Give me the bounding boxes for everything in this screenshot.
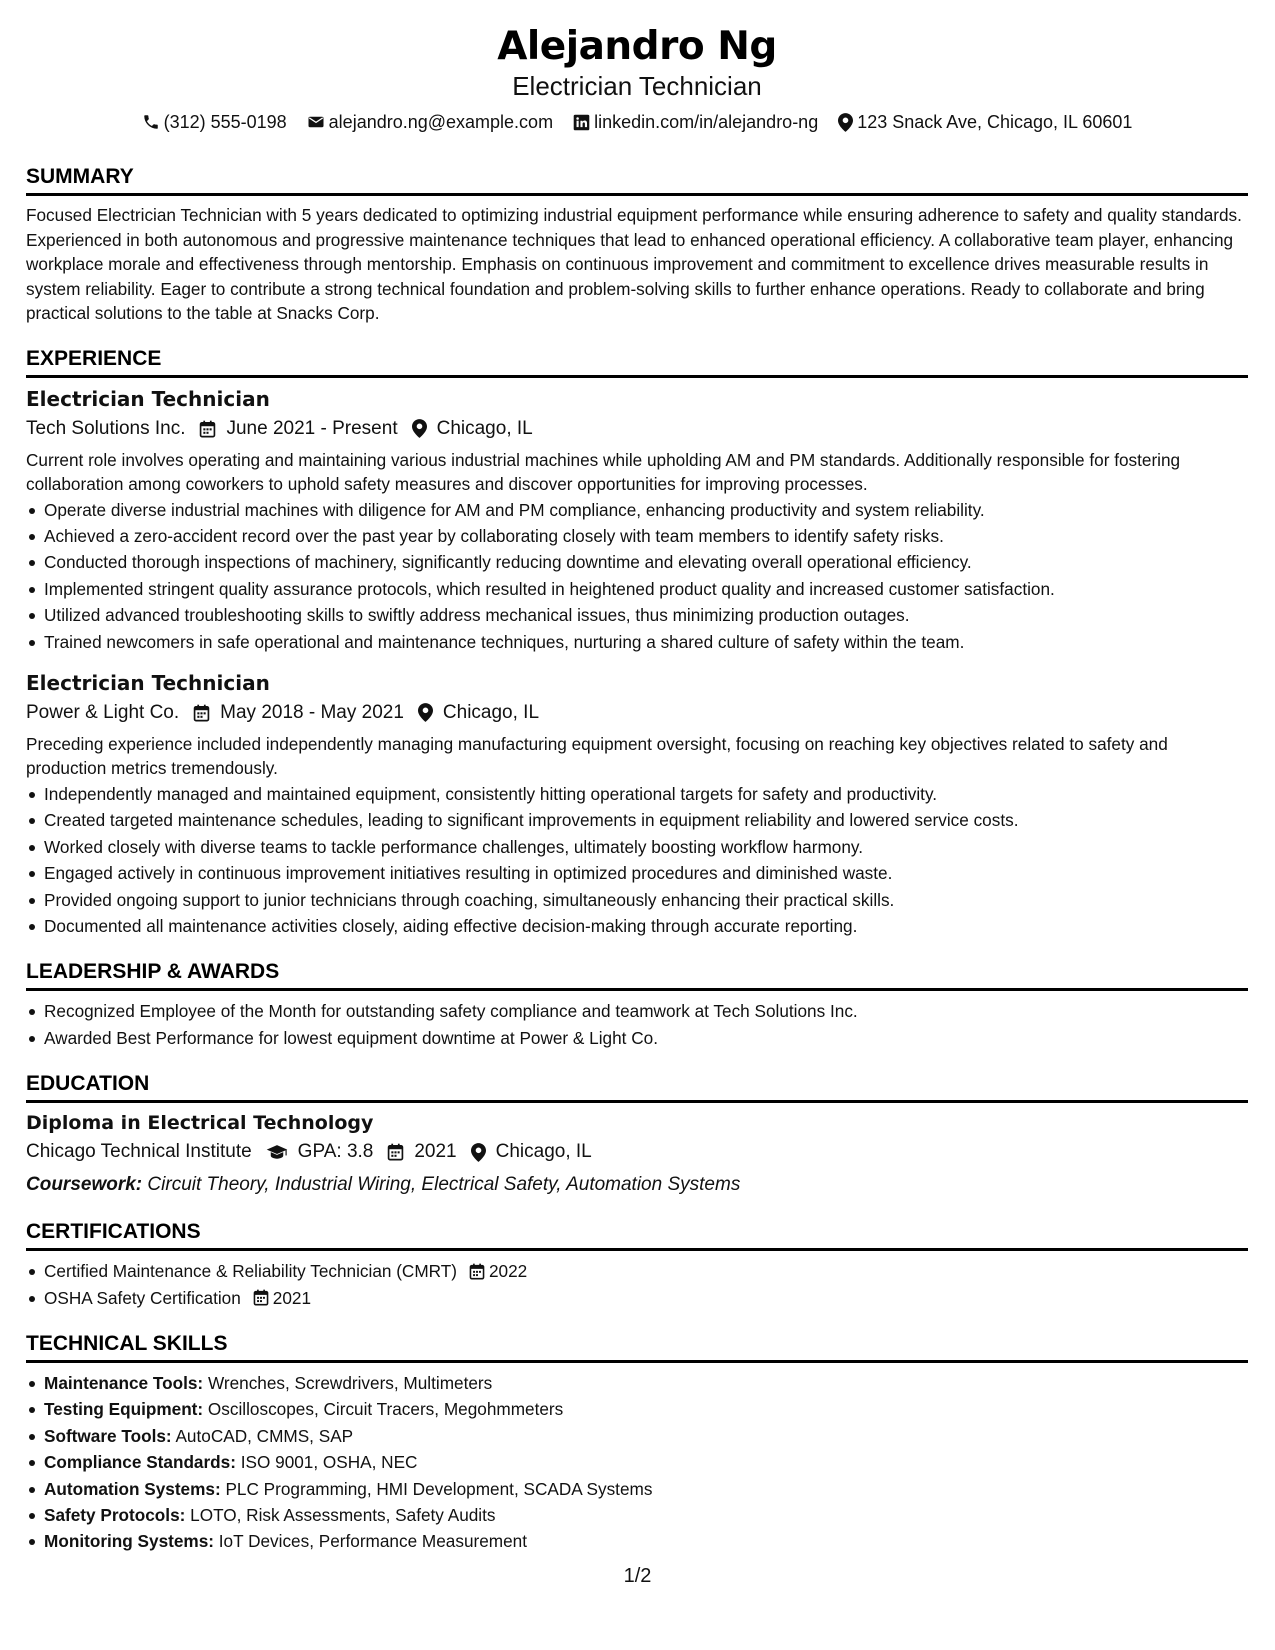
linkedin-icon [573,114,590,131]
calendar-icon [193,704,210,722]
job-location: Chicago, IL [442,701,540,723]
skill-value: AutoCAD, CMMS, SAP [175,1425,354,1446]
list-item: Utilized advanced troubleshooting skills to swiftly address mechanical issues, thus minimizing production outages. [26,602,1248,628]
list-item: Engaged actively in continuous improvement initiatives resulting in optimized procedures and diminished waste. [26,860,1248,886]
list-item: Documented all maintenance activities closely, aiding effective decision-making through accurate reporting. [26,913,1248,939]
job-bullets [26,497,1248,655]
contact-phone [142,110,287,134]
certification-name: Certified Maintenance & Reliability Technician (CMRT) [44,1261,457,1282]
certification-year: 2022 [489,1261,528,1282]
summary-section [26,164,1248,326]
skills-section [26,1331,1248,1555]
skill-label: Software Tools: [44,1425,172,1446]
section-divider [26,988,1248,991]
certifications-section [26,1219,1248,1311]
job-entry [26,385,1248,655]
calendar-icon [199,420,216,438]
job-location: Chicago, IL [436,417,533,439]
leadership-section [26,959,1248,1051]
linkedin-text: linkedin.com/in/alejandro-ng [594,112,819,132]
list-item [26,1502,1248,1528]
coursework-line [26,1171,1248,1199]
list-item: Trained newcomers in safe operational and maintenance techniques, nurturing a shared culture of safety within the team. [26,629,1248,655]
education-section [26,1071,1248,1199]
skill-value: Wrenches, Screwdrivers, Multimeters [207,1373,493,1393]
skill-label: Compliance Standards: [44,1452,236,1473]
contact-email[interactable] [307,110,553,134]
skill-label: Automation Systems: [44,1478,221,1499]
calendar-icon [387,1143,404,1161]
map-pin-icon [418,703,433,722]
job-meta [26,699,1248,727]
skill-label: Safety Protocols: [44,1505,186,1526]
education-year: 2021 [414,1141,457,1163]
candidate-title: Electrician Technician [512,71,762,101]
list-item: Implemented stringent quality assurance protocols, which resulted in heightened product quality and increased customer satisfaction. [26,576,1248,602]
section-divider [26,193,1248,196]
job-description: Preceding experience included independently managing manufacturing equipment oversight, focusing on reaching key objectives related to safety and production metrics tremendously. [26,733,1168,779]
skill-value: Oscilloscopes, Circuit Tracers, Megohmmeters [207,1399,564,1420]
section-divider [26,1100,1248,1103]
list-item: Awarded Best Performance for lowest equipment downtime at Power & Light Co. [26,1025,1248,1051]
list-item [26,1476,1248,1502]
list-item [26,1370,1248,1396]
list-item [26,1528,1248,1554]
map-pin-icon [838,113,853,132]
skill-label: Maintenance Tools: [44,1373,204,1393]
page-number: 1/2 [623,1565,652,1587]
coursework-text: Circuit Theory, Industrial Wiring, Electrical Safety, Automation Systems [147,1174,741,1196]
job-description: Current role involves operating and maintaining various industrial machines while upholding AM and PM standards. Additionally responsible for fostering collaboration among coworkers to uphold safety measures and discover opportunities for improving processes. [26,449,1181,494]
section-divider [26,1360,1248,1363]
contact-bar [26,110,1248,134]
map-pin-icon [412,419,427,438]
certification-name: OSHA Safety Certification [44,1287,241,1308]
contact-linkedin[interactable] [573,110,818,134]
skill-label: Testing Equipment: [44,1399,204,1420]
calendar-icon [469,1263,485,1280]
job-company: Power & Light Co. [26,701,180,723]
job-title: Electrician Technician [26,670,270,695]
address-text: 123 Snack Ave, Chicago, IL 60601 [857,112,1133,132]
certification-year: 2021 [272,1287,312,1308]
list-item: Independently managed and maintained equipment, consistently hitting operational targets for safety and productivity. [26,781,1248,807]
certifications-heading: CERTIFICATIONS [26,1220,201,1244]
candidate-name: Alejandro Ng [497,24,777,69]
list-item: Achieved a zero-accident record over the past year by collaborating closely with team members to identify safety risks. [26,523,1248,549]
certification-entry [44,1285,1248,1311]
envelope-icon [307,113,325,131]
job-bullets [26,781,1248,939]
contact-address [838,110,1132,134]
list-item [26,1423,1248,1449]
list-item [26,1449,1248,1475]
certification-entry [44,1258,1248,1284]
graduation-cap-icon [266,1144,288,1161]
job-company: Tech Solutions Inc. [26,417,186,439]
certifications-list [26,1258,1248,1311]
gpa-text: GPA: 3.8 [297,1141,374,1163]
section-divider [26,375,1248,378]
education-meta [26,1138,1248,1166]
email-text: alejandro.ng@example.com [328,112,554,132]
leadership-heading: LEADERSHIP & AWARDS [26,960,280,984]
coursework-label: Coursework: [26,1174,143,1196]
section-divider [26,1248,1248,1251]
list-item: Provided ongoing support to junior technicians through coaching, simultaneously enhancing their practical skills. [26,887,1248,913]
skill-value: PLC Programming, HMI Development, SCADA Systems [225,1478,653,1499]
list-item: Recognized Employee of the Month for outstanding safety compliance and teamwork at Tech Solutions Inc. [26,998,1248,1024]
skill-value: LOTO, Risk Assessments, Safety Audits [190,1505,496,1526]
school-name: Chicago Technical Institute [26,1141,252,1163]
phone-text: (312) 555-0198 [163,112,287,132]
list-item [26,1285,1248,1311]
education-location: Chicago, IL [495,1141,592,1163]
degree-title: Diploma in Electrical Technology [26,1112,374,1135]
skill-value: ISO 9001, OSHA, NEC [240,1452,418,1473]
list-item: Created targeted maintenance schedules, leading to significant improvements in equipment reliability and lowered service costs. [26,807,1248,833]
list-item: Operate diverse industrial machines with diligence for AM and PM compliance, enhancing productivity and system reliability. [26,497,1248,523]
job-dates: June 2021 - Present [226,417,398,439]
calendar-icon [253,1289,269,1306]
map-pin-icon [471,1143,486,1162]
job-title: Electrician Technician [26,386,270,411]
job-meta [26,415,1248,443]
list-item [26,1258,1248,1284]
list-item: Conducted thorough inspections of machinery, significantly reducing downtime and elevating overall operational efficiency. [26,549,1248,575]
resume-header [26,22,1248,134]
list-item [26,1396,1248,1422]
experience-section [26,346,1248,940]
job-dates: May 2018 - May 2021 [220,701,404,723]
summary-text: Focused Electrician Technician with 5 years dedicated to optimizing industrial equipment performance while ensuring adherence to safety and quality standards. Experienced in both autonomous and progressive maintenance techniques that lead to enhanced operational efficiency. A collaborative team player, enhancing workplace morale and effectiveness through mentorship. Emphasis on continuous improvement and commitment to excellence drives measurable results in system reliability. Eager to contribute a strong technical foundation and problem-solving skills to further enhance operations. Ready to collaborate and bring practical solutions to the table at Snacks Corp. [26,205,1242,323]
leadership-list [26,998,1248,1051]
resume-page [26,22,1248,1555]
skills-heading: TECHNICAL SKILLS [26,1332,228,1355]
list-item: Worked closely with diverse teams to tackle performance challenges, ultimately boosting workflow harmony. [26,834,1248,860]
skill-value: IoT Devices, Performance Measurement [218,1531,527,1552]
job-entry [26,669,1248,939]
skills-list [26,1370,1248,1555]
education-heading: EDUCATION [26,1072,150,1096]
summary-heading: SUMMARY [26,165,134,188]
skill-label: Monitoring Systems: [44,1531,214,1552]
experience-heading: EXPERIENCE [26,346,162,370]
phone-icon [142,113,160,131]
